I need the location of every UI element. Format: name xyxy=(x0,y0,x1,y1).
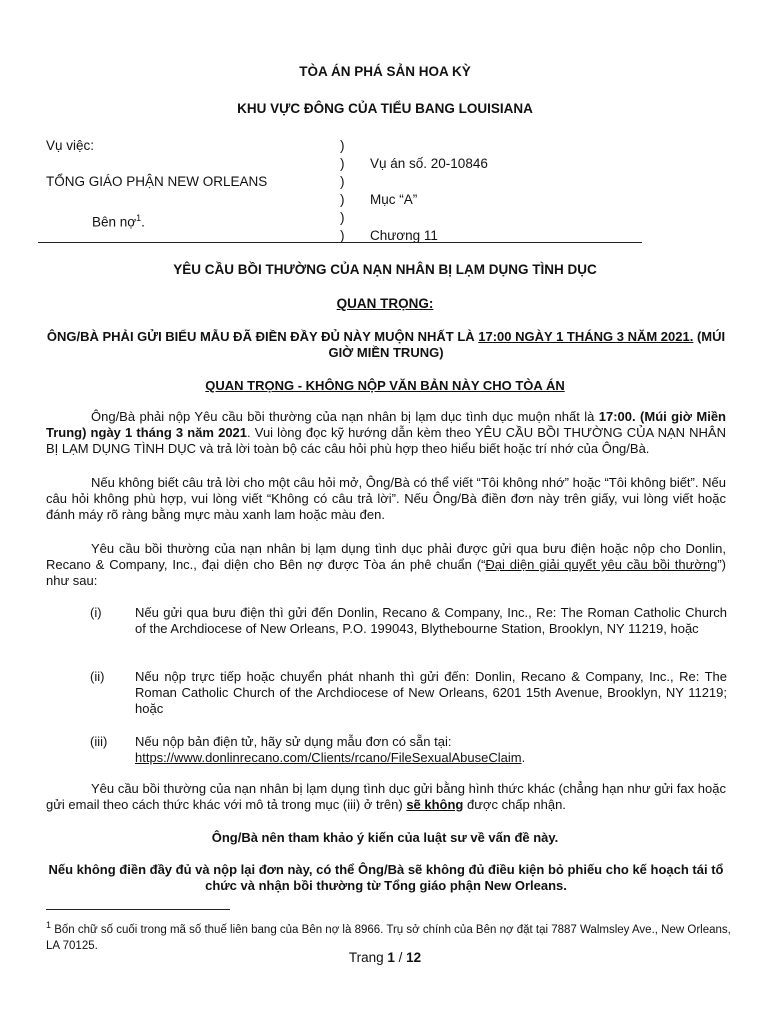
will-not-emphasis: sẽ không xyxy=(406,797,464,812)
warning-notice: Nếu không điền đầy đủ và nộp lại đơn này, có thể Ông/Bà sẽ không đủ điều kiện bỏ phiếu cho kế hoạch tái tổ chức và nhận bồi thường từ Tổng giáo phận New Orleans. xyxy=(48,862,724,893)
court-name: TÒA ÁN PHÁ SẢN HOA KỲ xyxy=(299,64,471,79)
important-heading: QUAN TRỌNG: xyxy=(336,296,434,311)
filing-link[interactable]: https://www.donlinrecano.com/Clients/rcano/FileSexualAbuseClaim xyxy=(135,750,522,765)
electronic-filing-item: Nếu nộp bản điện tử, hãy sử dụng mẫu đơn có sẵn tại: https://www.donlinrecano.com/Clients/rcano/FileSexualAbuseClaim. xyxy=(135,734,526,765)
instructions-paragraph: Ông/Bà phải nộp Yêu cầu bồi thường của nạn nhân bị lạm dục tình dục muộn nhất là 17:00. (Múi giờ Miền Trung) ngày 1 tháng 3 năm 2021. Vui lòng đọc kỹ hướng dẫn kèm theo YÊU CẦU BỒI THƯỜNG CỦA NẠN NHÂN BỊ LẠM DỤNG TÌNH DỤC và trả lời toàn bộ các câu hỏi phù hợp theo hiểu biết hoặc trí nhớ của Ông/Bà. xyxy=(46,409,726,456)
caption-debtor-name: TỔNG GIÁO PHẬN NEW ORLEANS xyxy=(46,174,268,189)
mail-address-item: Nếu gửi qua bưu điện thì gửi đến Donlin, Recano & Company, Inc., Re: The Roman Catholic Church of the Archdiocese of New Orleans, P.O. 199043, Blythebourne Station, Brooklyn, NY 11219, hoặc xyxy=(135,605,727,636)
do-not-file-heading: QUAN TRỌNG - KHÔNG NỘP VĂN BẢN NÀY CHO TÒA ÁN xyxy=(205,378,565,393)
item-number: (i) xyxy=(90,605,102,620)
footnote-divider xyxy=(46,909,230,910)
page-number: Trang 1 / 12 xyxy=(348,950,422,965)
case-number: Vụ án số. 20-10846 xyxy=(370,156,488,171)
other-methods-paragraph: Yêu cầu bồi thường của nạn nhân bị lạm dụng tình dục gửi bằng hình thức khác (chẳng hạn như gửi fax hoặc gửi email theo cách thức khác với mô tả trong mục (iii) ở trên) sẽ không được chấp nhận. xyxy=(46,781,726,812)
form-title: YÊU CẦU BỒI THƯỜNG CỦA NẠN NHÂN BỊ LẠM DỤNG TÌNH DỤC xyxy=(173,262,597,277)
unknown-answer-paragraph: Nếu không biết câu trả lời cho một câu hỏi mở, Ông/Bà có thể viết “Tôi không nhớ” hoặc “Tôi không biết”. Nếu câu hỏi không phù hợp, vui lòng viết “Không có câu trả lời”. Nếu Ông/Bà điền đơn này trên giấy, vui lòng viết hoặc đánh máy rõ ràng bằng mực màu xanh lam hoặc màu đen. xyxy=(46,475,726,522)
caption-paren-column: ) ) ) ) ) ) xyxy=(340,138,345,243)
caption-in-re: Vụ việc: xyxy=(46,138,95,153)
footnote-ref: 1 xyxy=(136,213,142,223)
caption-divider xyxy=(38,242,642,243)
case-chapter: Chương 11 xyxy=(370,228,438,243)
deadline-date: 17:00 NGÀY 1 THÁNG 3 NĂM 2021. xyxy=(478,329,694,344)
attorney-advice: Ông/Bà nên tham khảo ý kiến của luật sư về vấn đề này. xyxy=(211,830,559,845)
item-number: (ii) xyxy=(90,669,105,684)
claims-agent-term: Đại diện giải quyết yêu cầu bồi thường xyxy=(485,557,718,572)
item-number: (iii) xyxy=(90,734,108,749)
hand-delivery-item: Nếu nộp trực tiếp hoặc chuyển phát nhanh thì gửi đến: Donlin, Recano & Company, Inc., Re: The Roman Catholic Church of the Archdiocese of New Orleans, 6201 15th Avenue, Brooklyn, NY 11219; hoặc xyxy=(135,669,727,716)
court-district: KHU VỰC ĐÔNG CỦA TIỂU BANG LOUISIANA xyxy=(237,101,533,116)
case-section: Mục “A” xyxy=(370,192,418,207)
caption-debtor-label: Bên nợ$^1$. xyxy=(92,213,145,230)
footnote: $^1$ Bốn chữ số cuối trong mã số thuế liên bang của Bên nợ là 8966. Trụ sở chính của Bên nợ đặt tại 7887 Walmsley Ave., New Orleans, LA 70125. xyxy=(46,920,731,952)
deadline-notice: ÔNG/BÀ PHẢI GỬI BIỂU MẪU ĐÃ ĐIỀN ĐẦY ĐỦ NÀY MUỘN NHẤT LÀ 17:00 NGÀY 1 THÁNG 3 NĂM 2021. (MÚI GIỜ MIỀN TRUNG) xyxy=(46,329,726,360)
submission-paragraph: Yêu cầu bồi thường của nạn nhân bị lạm dụng tình dục phải được gửi qua bưu điện hoặc nộp cho Donlin, Recano & Company, Inc., đại diện cho Bên nợ được Tòa án phê chuẩn (“Đại diện giải quyết yêu cầu bồi thường”) như sau: xyxy=(46,541,726,588)
